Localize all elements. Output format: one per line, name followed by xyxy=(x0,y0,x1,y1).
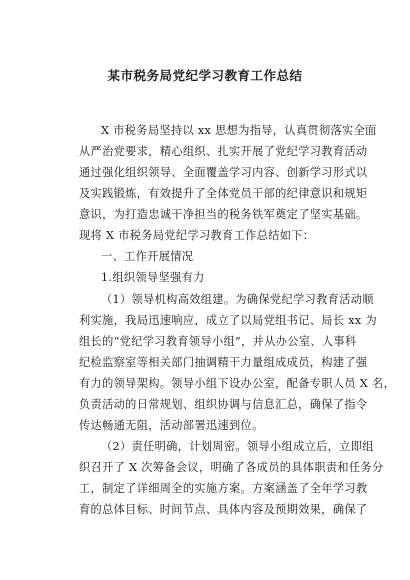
paragraph-line: 育的总体目标、时间节点、具体内容及预期效果，确保了 xyxy=(79,503,368,516)
paragraph-line: （1）领导机构高效组建。为确保党纪学习教育活动顺 xyxy=(101,293,374,306)
paragraph-line: 通过强化组织领导、全面覆盖学习内容、创新学习形式以 xyxy=(79,166,368,179)
subsection-heading: 1.组织领导坚强有力 xyxy=(101,271,205,284)
paragraph-line: 组长的“党纪学习教育领导小组”，并从办公室、人事科 xyxy=(79,335,357,348)
paragraph-line: 意识，为打造忠诚干净担当的税务铁军奠定了坚实基础。 xyxy=(79,208,368,221)
paragraph-line: 工，制定了详细周全的实施方案。方案涵盖了全年学习教 xyxy=(79,482,368,495)
paragraph-line: 从严治党要求，精心组织、扎实开展了党纪学习教育活动 xyxy=(79,145,368,158)
paragraph-line: 现将 X 市税务局党纪学习教育工作总结如下： xyxy=(79,229,315,242)
paragraph-line: X 市税务局坚持以 xx 思想为指导，认真贯彻落实全面 xyxy=(101,124,377,137)
paragraph-line: 纪检监察室等相关部门抽调精干力量组成成员，构建了强 xyxy=(79,356,368,369)
paragraph-line: 织召开了 X 次筹备会议，明确了各成员的具体职责和任务分 xyxy=(79,461,384,474)
paragraph-line: 传达畅通无阻，活动部署迅速到位。 xyxy=(79,419,264,432)
paragraph-line: 有力的领导架构。领导小组下设办公室，配备专职人员 X 名， xyxy=(79,377,396,390)
document-title: 某市税务局党纪学习教育工作总结 xyxy=(107,68,303,83)
paragraph-line: 及实践锻炼，有效提升了全体党员干部的纪律意识和规矩 xyxy=(79,187,368,200)
paragraph-line: 负责活动的日常规划、组织协调与信息汇总，确保了指令 xyxy=(79,398,368,411)
paragraph-line: （2）责任明确，计划周密。领导小组成立后，立即组 xyxy=(101,440,374,453)
paragraph-line: 利实施，我局迅速响应，成立了以局党组书记、局长 xx 为 xyxy=(79,314,378,327)
section-heading: 一、工作开展情况 xyxy=(101,250,194,263)
